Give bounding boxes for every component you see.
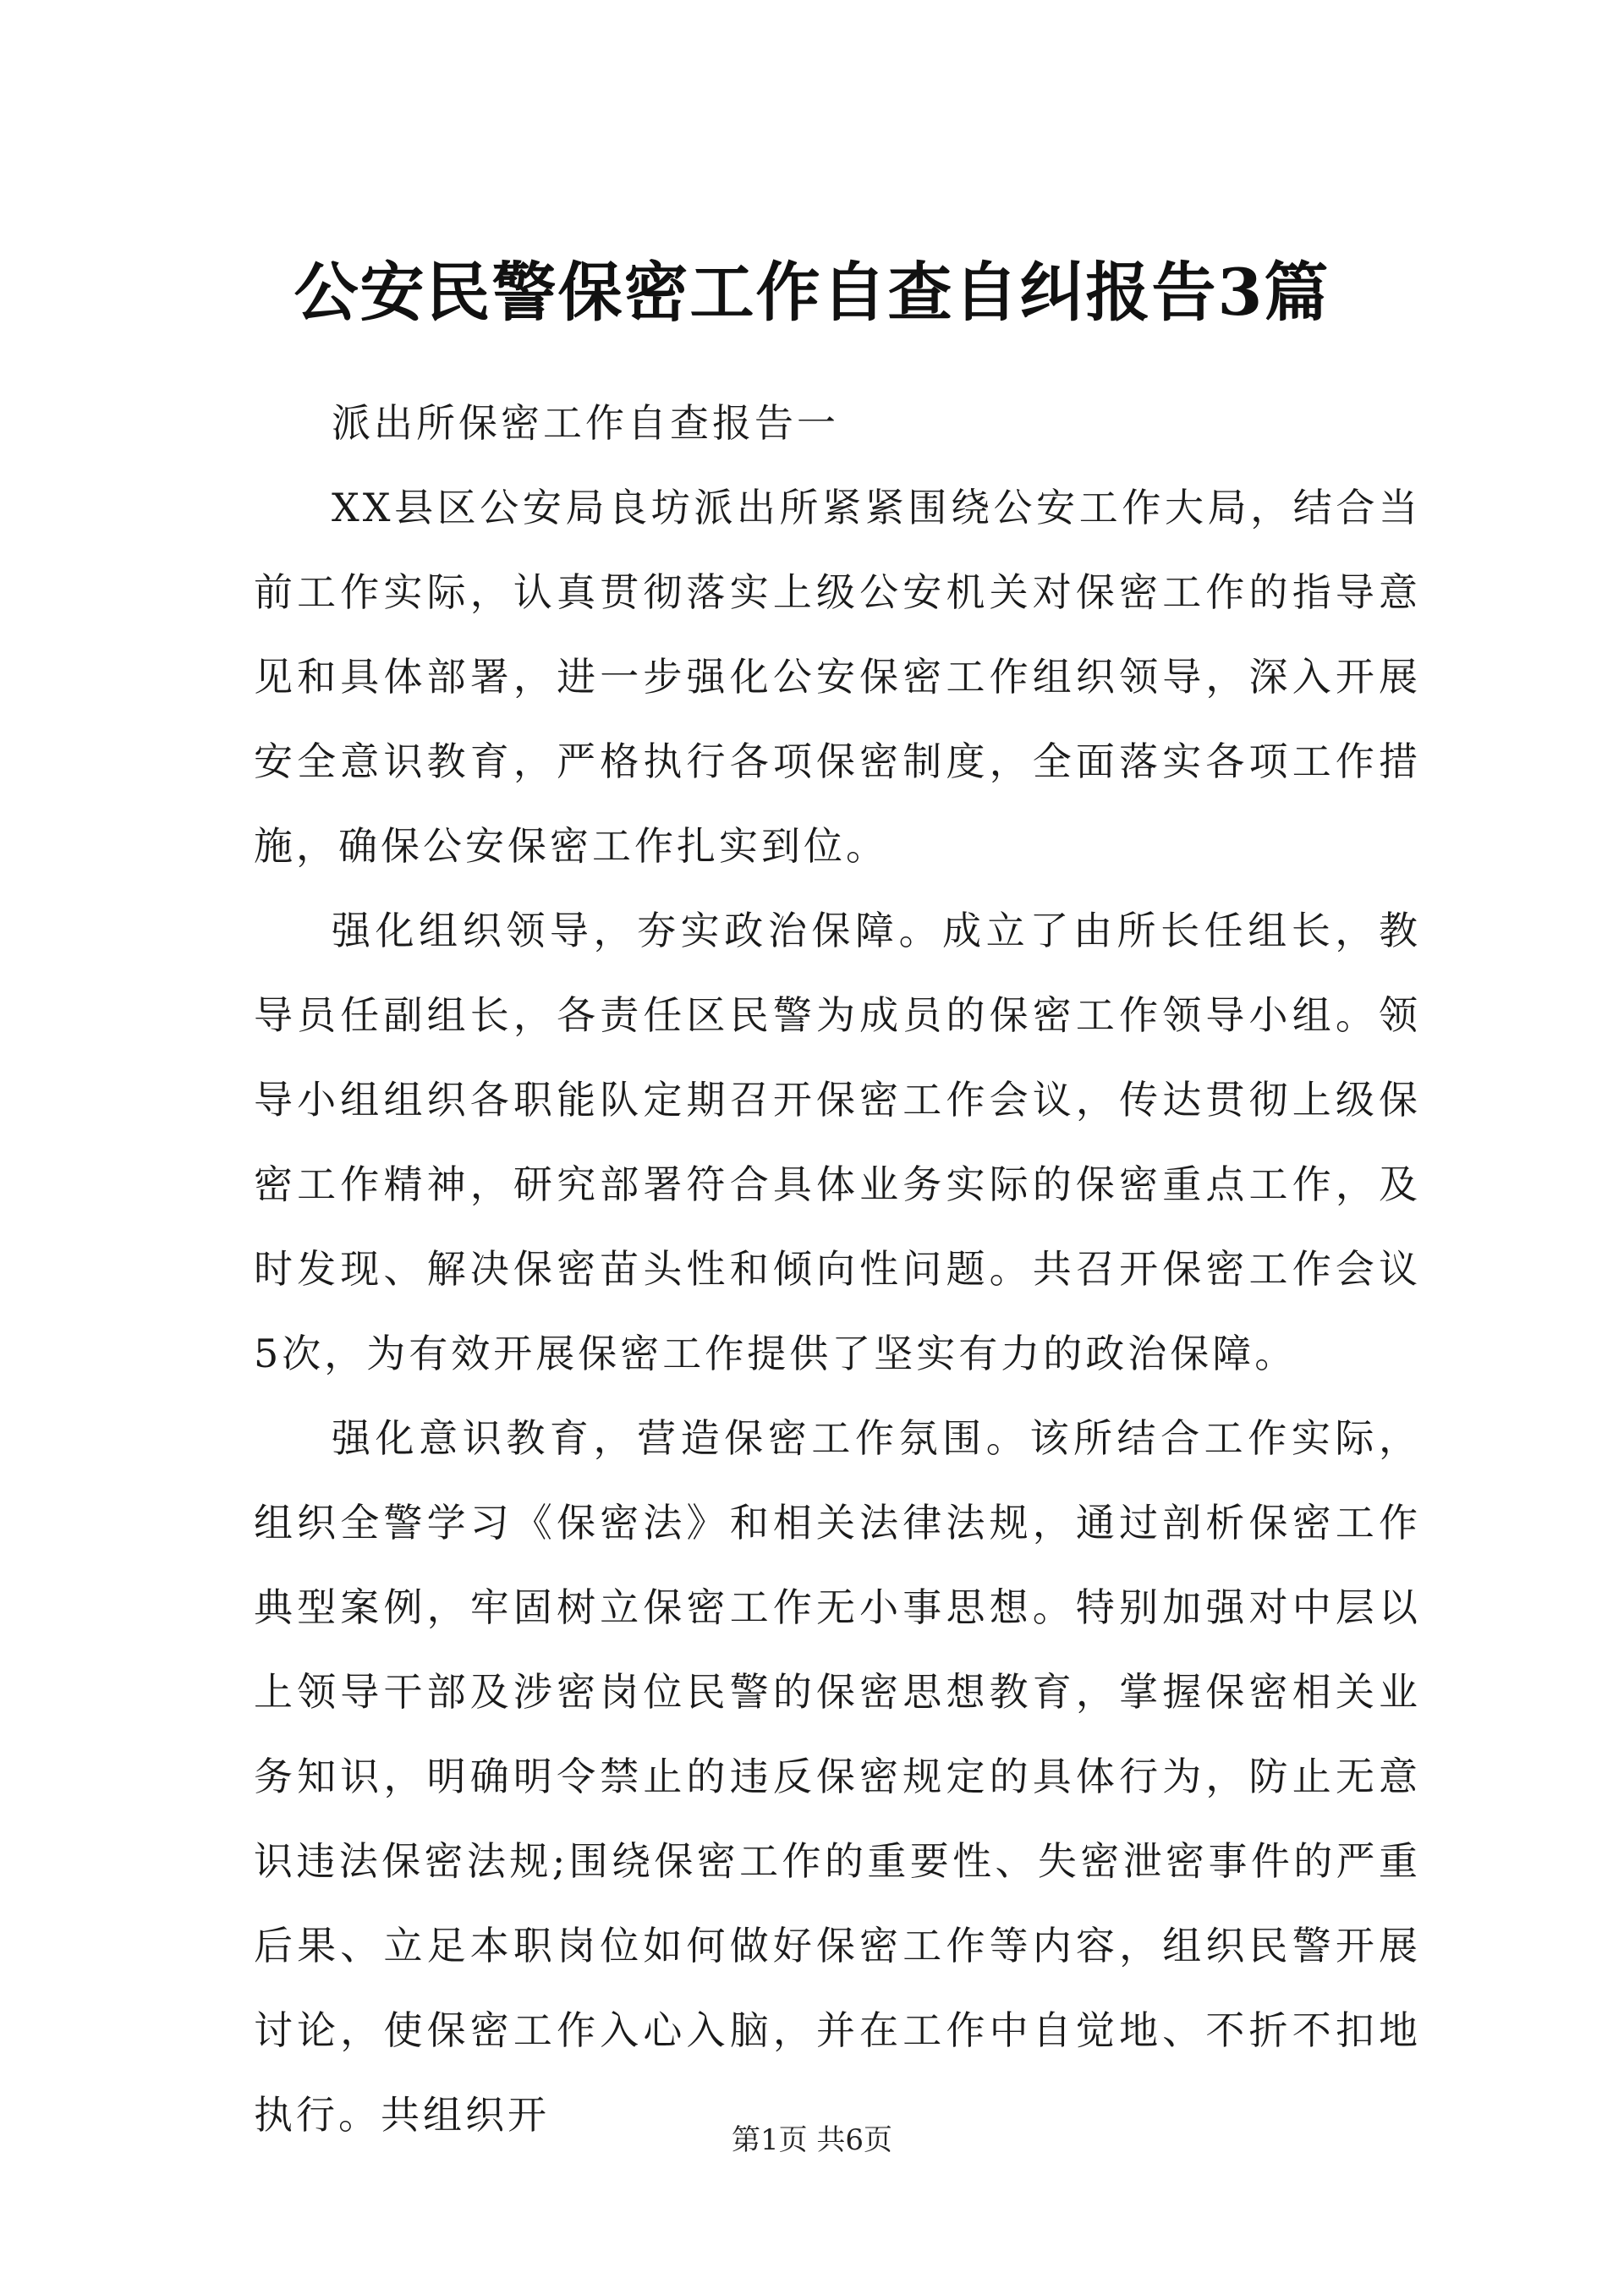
paragraph-intro: XX县区公安局良坊派出所紧紧围绕公安工作大局，结合当前工作实际，认真贯彻落实上级公安机关对保密工作的指导意见和具体部署，进一步强化公安保密工作组织领导，深入开展安全意识教育，严格执行各项保密制度，全面落实各项工作措施，确保公安保密工作扎实到位。 bbox=[254, 485, 1421, 869]
paragraph-organization: 强化组织领导，夯实政治保障。成立了由所长任组长，教导员任副组长，各责任区民警为成员的保密工作领导小组。领导小组组织各职能队定期召开保密工作会议，传达贯彻上级保密工作精神，研究部署符合具体业务实际的保密重点工作，及时发现、解决保密苗头性和倾向性问题。共召开保密工作会议5次，为有效开展保密工作提供了坚实有力的政治保障。 bbox=[254, 908, 1421, 1376]
page-footer: 第1页 共6页 bbox=[731, 2123, 893, 2157]
paragraph-education: 强化意识教育，营造保密工作氛围。该所结合工作实际，组织全警学习《保密法》和相关法律法规，通过剖析保密工作典型案例，牢固树立保密工作无小事思想。特别加强对中层以上领导干部及涉密岗位民警的保密思想教育，掌握保密相关业务知识，明确明令禁止的违反保密规定的具体行为，防止无意识违法保密法规;围绕保密工作的重要性、失密泄密事件的严重后果、立足本职岗位如何做好保密工作等内容，组织民警开展讨论，使保密工作入心入脑，并在工作中自觉地、不折不扣地执行。共组织开 bbox=[254, 1415, 1421, 2138]
section-heading: 派出所保密工作自查报告一 bbox=[332, 400, 839, 446]
document-title: 公安民警保密工作自查自纠报告3篇 bbox=[294, 255, 1330, 330]
document-body bbox=[254, 381, 1421, 2157]
